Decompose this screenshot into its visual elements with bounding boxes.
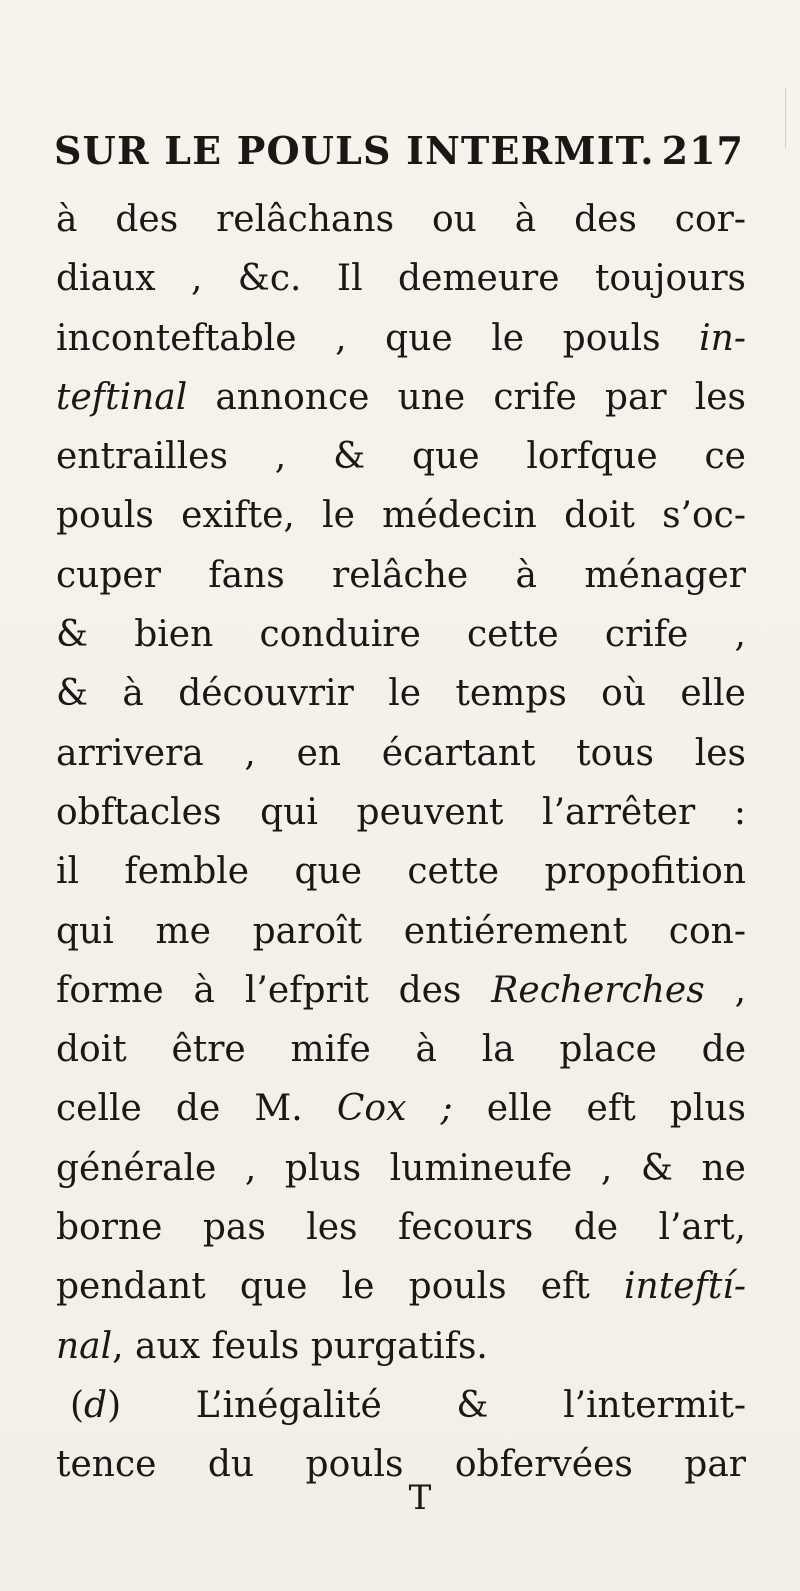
text-line [56,368,746,427]
italic-text: inteftí- [624,1266,746,1308]
text-segment: pendant que le pouls eft [56,1266,625,1308]
text-segment: à des relâchans ou à des cor- [56,199,746,240]
text-segment: arrivera , en écartant tous les [56,732,746,774]
text-segment: pouls exifte, le médecin doit s’oc- [56,495,746,537]
italic-text: d [84,1384,108,1426]
text-line [56,1198,746,1257]
text-line [56,605,746,664]
italic-text: nal [56,1325,113,1367]
text-line [56,783,746,842]
text-segment: , aux feuls purgatifs. [112,1325,488,1367]
text-segment: annonce une crife par les [187,376,746,418]
text-segment: ( [70,1384,85,1426]
text-segment: , [704,969,746,1011]
text-line [56,427,746,486]
text-line [56,190,746,249]
text-segment: diaux , &c. Il demeure toujours [56,258,746,300]
text-line [56,486,746,545]
italic-text: teftinal [56,376,188,418]
text-segment: & à découvrir le temps où elle [56,673,746,715]
text-segment: forme à l’efprit des [56,969,492,1011]
text-segment: ) L’inégalité & l’intermit- [107,1384,746,1426]
text-line [56,961,746,1020]
text-segment: doit être mife à la place de [56,1029,746,1071]
text-segment: borne pas les fecours de l’art, [56,1207,746,1249]
text-segment: celle de M. [56,1088,337,1130]
text-line [56,842,746,901]
text-segment: obftacles qui peuvent l’arrêter : [56,791,746,833]
text-line [56,309,746,368]
text-segment: qui me paroît entiérement con- [56,910,746,952]
page-number: 217 [661,128,744,173]
text-line [56,664,746,723]
text-line [56,1376,746,1435]
page-edge-mark [785,88,786,148]
italic-text: in- [699,317,746,359]
text-line [56,902,746,961]
text-segment: il femble que cette propofition [56,851,746,893]
text-line [56,1139,746,1198]
text-segment: elle eft plus [452,1088,746,1130]
text-line [56,546,746,605]
running-header [54,128,744,184]
running-title: SUR LE POULS INTERMIT. [54,128,655,173]
text-segment: générale , plus lumineufe , & ne [56,1147,746,1189]
text-line [56,724,746,783]
text-segment: cuper fans relâche à ménager [56,554,746,596]
text-segment: tence du pouls obfervées par [56,1444,746,1486]
text-line [56,249,746,308]
text-line [56,1079,746,1138]
text-line [56,1020,746,1079]
body-text [56,190,746,1495]
text-segment: & bien conduire cette crife , [56,614,746,656]
signature-mark: T [408,1478,432,1518]
italic-text: Recherches [491,969,705,1011]
text-segment: entrailles , & que lorfque ce [56,436,746,478]
text-segment: inconteftable , que le pouls [56,317,700,359]
text-line [56,1257,746,1316]
text-line [56,1317,746,1376]
italic-text: Cox ; [336,1088,453,1130]
